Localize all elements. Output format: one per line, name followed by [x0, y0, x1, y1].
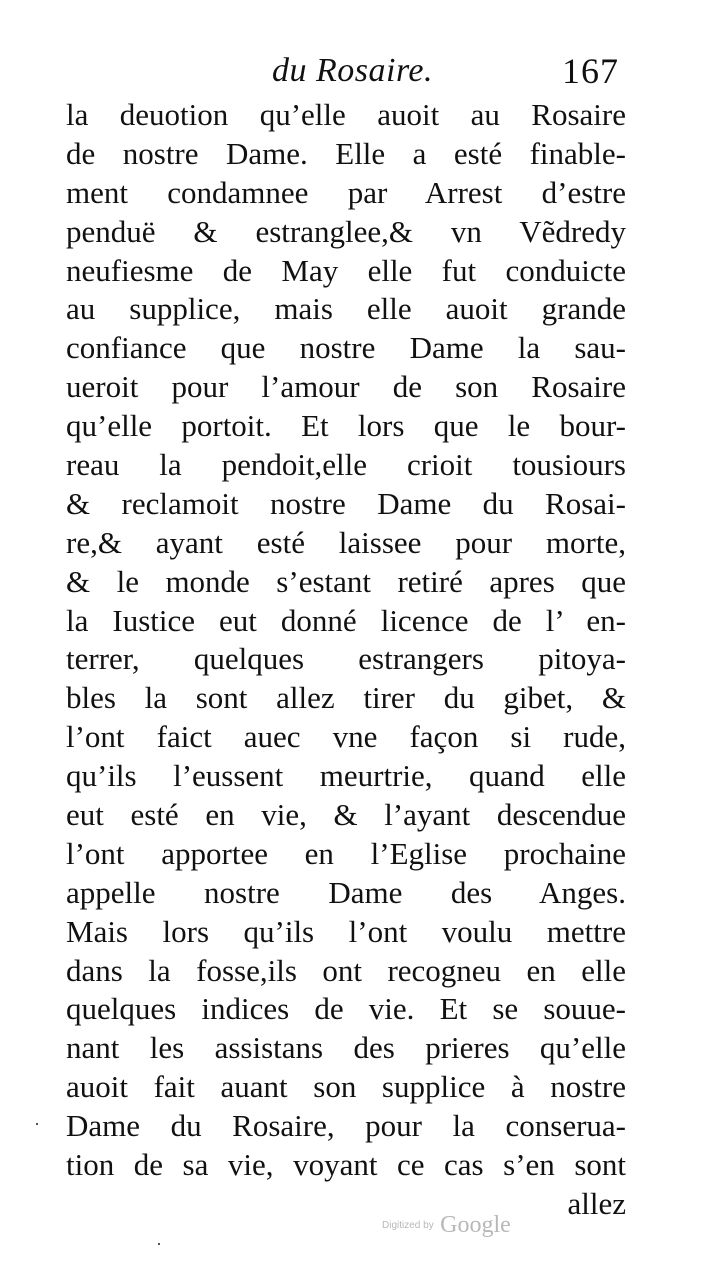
text-line: neufiesme de May elle fut conduicte — [66, 252, 626, 288]
text-line: Mais lors qu’ils l’ont voulu mettre — [66, 913, 626, 949]
text-line: l’ont faict auec vne façon si rude, — [66, 719, 626, 755]
text-line: appelle nostre Dame des Anges. — [66, 874, 626, 910]
digitized-label: Digitized by — [382, 1220, 434, 1231]
text-line: penduë & estranglee,& vn Vẽdredy — [66, 213, 626, 249]
google-logo: Google — [440, 1212, 511, 1238]
body-text — [66, 96, 626, 1224]
text-line: la Iustice eut donné licence de l’ en- — [66, 602, 626, 638]
ink-speck: · — [34, 1114, 40, 1134]
text-line: de nostre Dame. Elle a esté finable- — [66, 135, 626, 171]
text-line: confiance que nostre Dame la sau- — [66, 330, 626, 366]
text-line: tion de sa vie, voyant ce cas s’en sont — [66, 1147, 626, 1183]
page-number: 167 — [562, 51, 619, 91]
text-line: l’ont apportee en l’Eglise prochaine — [66, 835, 626, 871]
digitized-watermark — [382, 1212, 511, 1239]
text-line: ment condamnee par Arrest d’estre — [66, 174, 626, 210]
text-line: ueroit pour l’amour de son Rosaire — [66, 369, 626, 405]
text-line: au supplice, mais elle auoit grande — [66, 291, 626, 327]
text-line: bles la sont allez tirer du gibet, & — [66, 680, 626, 716]
text-line: re,& ayant esté laissee pour morte, — [66, 524, 626, 560]
text-line: Dame du Rosaire, pour la conserua- — [66, 1108, 626, 1144]
text-line: reau la pendoit,elle crioit tousiours — [66, 447, 626, 483]
text-line: eut esté en vie, & l’ayant descendue — [66, 797, 626, 833]
text-line: auoit fait auant son supplice à nostre — [66, 1069, 626, 1105]
text-line: la deuotion qu’elle auoit au Rosaire — [66, 97, 626, 132]
catchword: allez — [567, 1185, 626, 1221]
ink-speck: · — [156, 1234, 162, 1254]
text-line: & le monde s’estant retiré apres que — [66, 563, 626, 599]
text-line: terrer, quelques estrangers pitoya- — [66, 641, 626, 677]
text-line: qu’ils l’eussent meurtrie, quand elle — [66, 758, 626, 794]
text-line: quelques indices de vie. Et se souue- — [66, 991, 626, 1027]
text-line: qu’elle portoit. Et lors que le bour- — [66, 408, 626, 444]
text-line: nant les assistans des prieres qu’elle — [66, 1030, 626, 1066]
text-line: dans la fosse,ils ont recogneu en elle — [66, 952, 626, 988]
text-line: & reclamoit nostre Dame du Rosai- — [66, 485, 626, 521]
running-head: du Rosaire. — [272, 52, 434, 89]
